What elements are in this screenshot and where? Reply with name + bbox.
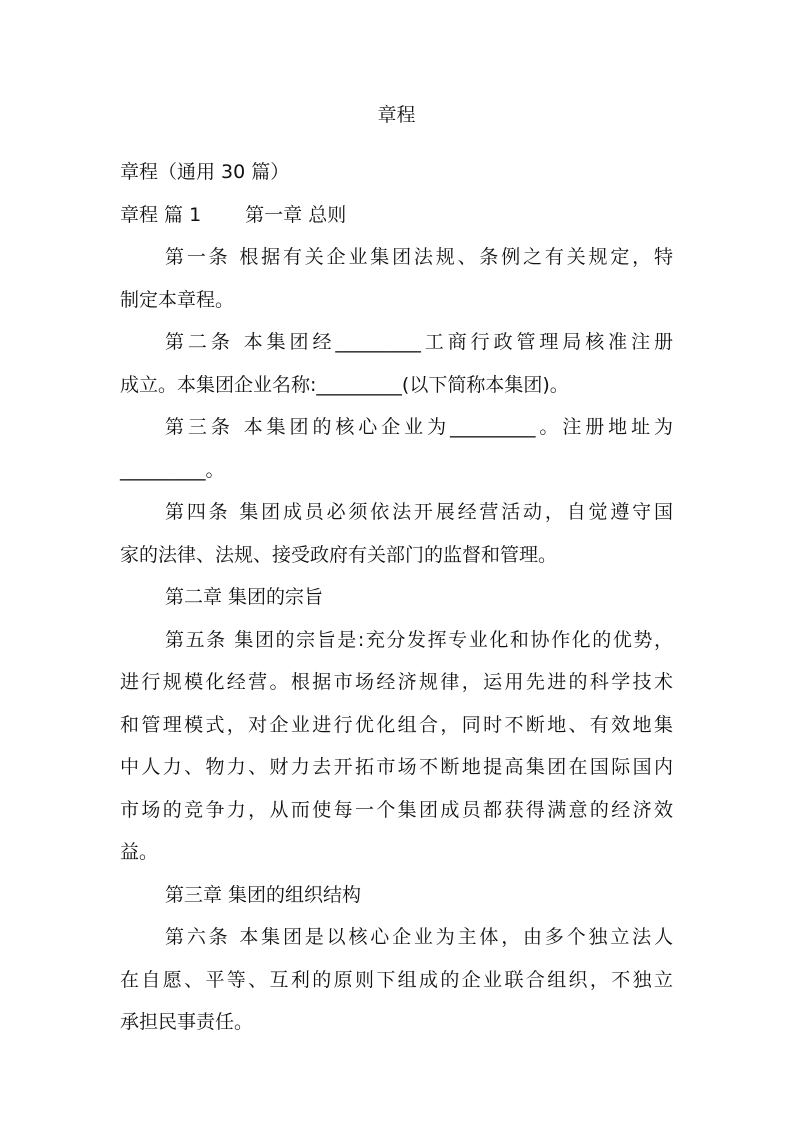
chapter-2-heading: 第二章 集团的宗旨 bbox=[165, 586, 324, 608]
article-5-line-6: 益。 bbox=[120, 841, 159, 863]
article-5-line-1: 第五条 集团的宗旨是:充分发挥专业化和协作化的优势， bbox=[165, 629, 673, 651]
document-subtitle: 章程（通用 30 篇） bbox=[120, 161, 290, 183]
part-label: 章程 篇 1 bbox=[120, 204, 202, 226]
article-6-line-2: 在自愿、平等、互利的原则下组成的企业联合组织，不独立 bbox=[120, 969, 673, 991]
article-3-line-2: _________。 bbox=[120, 459, 225, 481]
article-3-line-1: 第三条 本集团的核心企业为_________。注册地址为 bbox=[165, 416, 673, 438]
chapter-3-heading: 第三章 集团的组织结构 bbox=[165, 884, 362, 906]
article-6-line-1: 第六条 本集团是以核心企业为主体，由多个独立法人 bbox=[165, 926, 673, 948]
article-4-line-1: 第四条 集团成员必须依法开展经营活动，自觉遵守国 bbox=[165, 501, 673, 523]
article-6-line-3: 承担民事责任。 bbox=[120, 1011, 254, 1033]
article-5-line-3: 和管理模式，对企业进行优化组合，同时不断地、有效地集 bbox=[120, 714, 673, 736]
article-4-line-2: 家的法律、法规、接受政府有关部门的监督和管理。 bbox=[120, 544, 558, 566]
article-5-line-4: 中人力、物力、财力去开拓市场不断地提高集团在国际国内 bbox=[120, 756, 673, 778]
article-5-line-2: 进行规模化经营。根据市场经济规律，运用先进的科学技术 bbox=[120, 671, 673, 693]
chapter-label: 第一章 总则 bbox=[245, 204, 347, 226]
chapter-heading bbox=[120, 198, 346, 232]
article-2-line-1: 第二条 本集团经_________工商行政管理局核准注册 bbox=[165, 331, 673, 353]
article-5-line-5: 市场的竞争力，从而使每一个集团成员都获得满意的经济效 bbox=[120, 799, 673, 821]
article-1-line-1: 第一条 根据有关企业集团法规、条例之有关规定，特 bbox=[165, 246, 673, 268]
article-1-line-2: 制定本章程。 bbox=[120, 289, 235, 311]
article-2-line-2: 成立。本集团企业名称:_________(以下简称本集团)。 bbox=[120, 374, 569, 396]
document-title: 章程 bbox=[377, 104, 416, 126]
